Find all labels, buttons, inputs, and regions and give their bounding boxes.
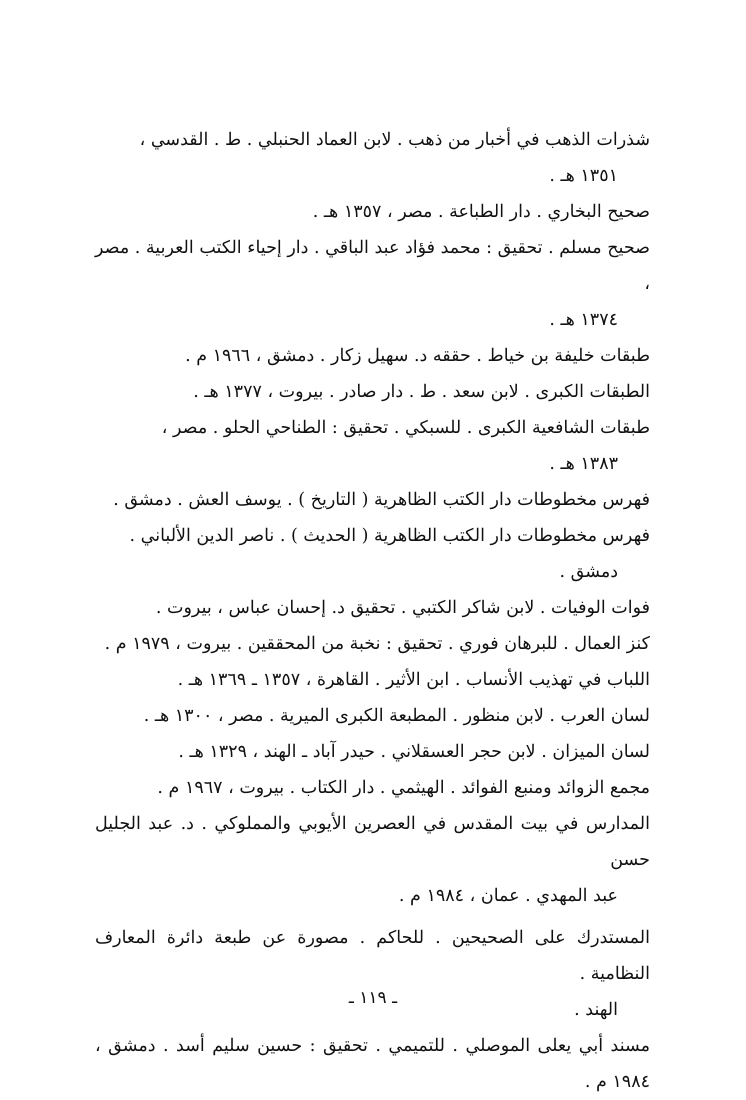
entry-text: لسان الميزان . لابن حجر العسقلاني . حيدر آباد ـ الهند ، ١٣٢٩ هـ . xyxy=(178,742,650,762)
bibliography-entry xyxy=(95,122,650,194)
bibliography-entry xyxy=(95,230,650,338)
bibliography-entry xyxy=(95,374,650,410)
entry-continuation: ١٣٥١ هـ . xyxy=(549,166,618,186)
bibliography-entry xyxy=(95,194,650,230)
entry-text: صحيح مسلم . تحقيق : محمد فؤاد عبد الباقي . دار إحياء الكتب العربية . مصر ، xyxy=(95,238,650,294)
bibliography-entry xyxy=(95,410,650,482)
entry-text: فهرس مخطوطات دار الكتب الظاهرية ( التاريخ ) . يوسف العش . دمشق . xyxy=(113,490,650,510)
page-number: ـ ١١٩ ـ xyxy=(348,988,398,1008)
entry-continuation: ١٣٧٤ هـ . xyxy=(549,310,618,330)
entry-text: المدارس في بيت المقدس في العصرين الأيوبي والمملوكي . د. عبد الجليل حسن xyxy=(95,814,650,870)
entry-text: لسان العرب . لابن منظور . المطبعة الكبرى الميرية . مصر ، ١٣٠٠ هـ . xyxy=(143,706,650,726)
entry-continuation: عبد المهدي . عمان ، ١٩٨٤ م . xyxy=(398,886,618,906)
bibliography-entry xyxy=(95,1028,650,1100)
entry-text: صحيح البخاري . دار الطباعة . مصر ، ١٣٥٧ هـ . xyxy=(312,202,650,222)
entry-continuation: ١٣٨٣ هـ . xyxy=(549,454,618,474)
entry-text: طبقات خليفة بن خياط . حققه د. سهيل زكار . دمشق ، ١٩٦٦ م . xyxy=(185,346,650,366)
bibliography-entry xyxy=(95,770,650,806)
entry-text: مسند أبي يعلى الموصلي . للتميمي . تحقيق : حسين سليم أسد . دمشق ، ١٩٨٤ م . xyxy=(95,1036,650,1092)
bibliography-entry xyxy=(95,734,650,770)
entry-text: شذرات الذهب في أخبار من ذهب . لابن العماد الحنبلي . ط . القدسي ، xyxy=(139,130,650,150)
entry-text: فوات الوفيات . لابن شاكر الكتبي . تحقيق د. إحسان عباس ، بيروت . xyxy=(155,598,650,618)
entry-text: كنز العمال . للبرهان فوري . تحقيق : نخبة من المحققين . بيروت ، ١٩٧٩ م . xyxy=(104,634,650,654)
bibliography-entry xyxy=(95,590,650,626)
bibliography-list xyxy=(95,122,650,1100)
bibliography-entry xyxy=(95,626,650,662)
bibliography-entry xyxy=(95,482,650,518)
bibliography-entry xyxy=(95,338,650,374)
entry-text: مجمع الزوائد ومنبع الفوائد . الهيثمي . دار الكتاب . بيروت ، ١٩٦٧ م . xyxy=(157,778,650,798)
bibliography-entry xyxy=(95,698,650,734)
bibliography-entry xyxy=(95,806,650,914)
entry-text: اللباب في تهذيب الأنساب . ابن الأثير . القاهرة ، ١٣٥٧ ـ ١٣٦٩ هـ . xyxy=(177,670,650,690)
bibliography-entry xyxy=(95,662,650,698)
entry-text: طبقات الشافعية الكبرى . للسبكي . تحقيق : الطناحي الحلو . مصر ، xyxy=(161,418,650,438)
entry-text: فهرس مخطوطات دار الكتب الظاهرية ( الحديث ) . ناصر الدين الألباني . xyxy=(129,526,650,546)
bibliography-entry xyxy=(95,518,650,590)
entry-text: الطبقات الكبرى . لابن سعد . ط . دار صادر . بيروت ، ١٣٧٧ هـ . xyxy=(193,382,650,402)
entry-continuation: الهند . xyxy=(574,1000,618,1020)
entry-text: المستدرك على الصحيحين . للحاكم . مصورة عن طبعة دائرة المعارف النظامية . xyxy=(95,928,650,984)
entry-continuation: دمشق . xyxy=(559,562,618,582)
bibliography-entry xyxy=(95,920,650,1028)
